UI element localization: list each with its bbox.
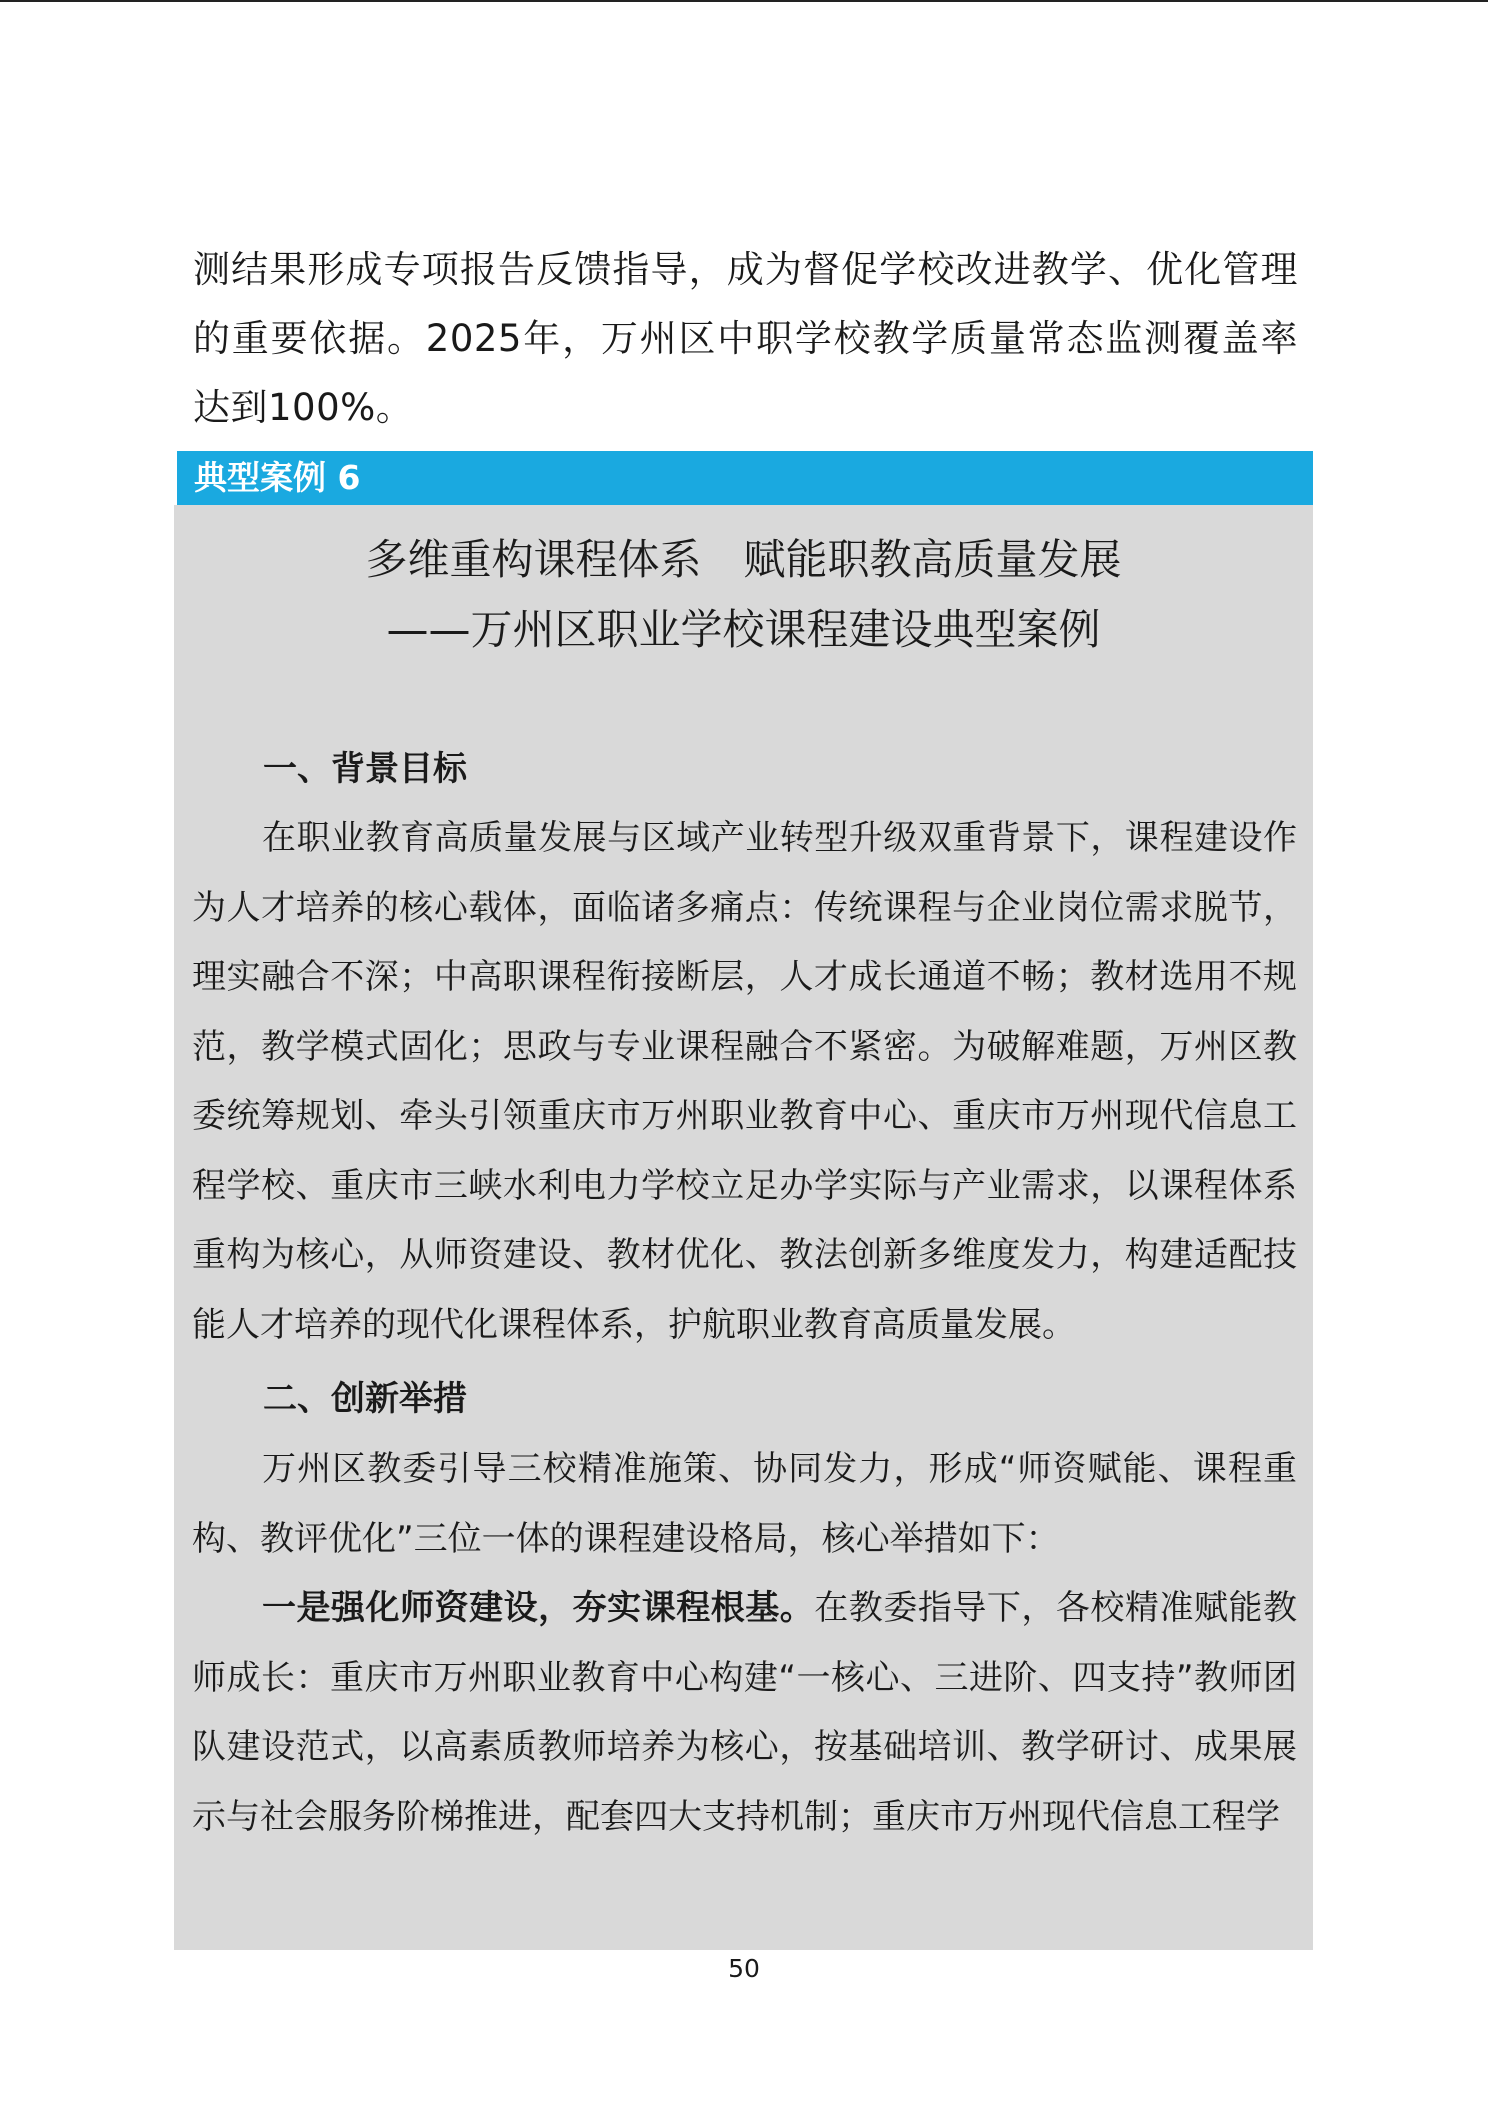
intro-text: 测结果形成专项报告反馈指导，成为督促学校改进教学、优化管理的重要依据。2025年，万州区中职学校教学质量常态监测覆盖率达到100%。 (193, 248, 1298, 429)
case-title: 多维重构课程体系 赋能职教高质量发展 (365, 535, 1122, 584)
section-heading-background: 一、背景目标 (263, 749, 467, 789)
case-subtitle: ——万州区职业学校课程建设典型案例 (386, 605, 1101, 654)
section-heading-measures: 二、创新举措 (263, 1379, 467, 1419)
measure-lead: 一是强化师资建设，夯实课程根基。 (262, 1588, 815, 1628)
measure-paragraph (192, 1574, 1297, 1852)
measure-text: 在教委指导下，各校精准赋能教师成长：重庆市万州职业教育中心构建“一核心、三进阶、四支持”教师团队建设范式，以高素质教师培养为核心，按基础培训、教学研讨、成果展示与社会服务阶梯推进，配套四大支持机制；重庆市万州现代信息工程学 (192, 1588, 1298, 1837)
page-top-rule (0, 0, 1488, 2)
case-label: 典型案例 6 (194, 458, 361, 497)
section-intro-measures: 万州区教委引导三校精准施策、协同发力，形成“师资赋能、课程重构、教评优化”三位一体的课程建设格局，核心举措如下： (192, 1449, 1297, 1559)
case-box (174, 505, 1313, 1950)
intro-paragraph (193, 235, 1298, 442)
case-label-bar (177, 451, 1313, 505)
page-number: 50 (728, 1954, 760, 1983)
section-text-background: 在职业教育高质量发展与区域产业转型升级双重背景下，课程建设作为人才培养的核心载体，面临诸多痛点：传统课程与企业岗位需求脱节，理实融合不深；中高职课程衔接断层，人才成长通道不畅；教材选用不规范，教学模式固化；思政与专业课程融合不紧密。为破解难题，万州区教委统筹规划、牵头引领重庆市万州职业教育中心、重庆市万州现代信息工程学校、重庆市三峡水利电力学校立足办学实际与产业需求，以课程体系重构为核心，从师资建设、教材优化、教法创新多维度发力，构建适配技能人才培养的现代化课程体系，护航职业教育高质量发展。 (192, 818, 1297, 1345)
